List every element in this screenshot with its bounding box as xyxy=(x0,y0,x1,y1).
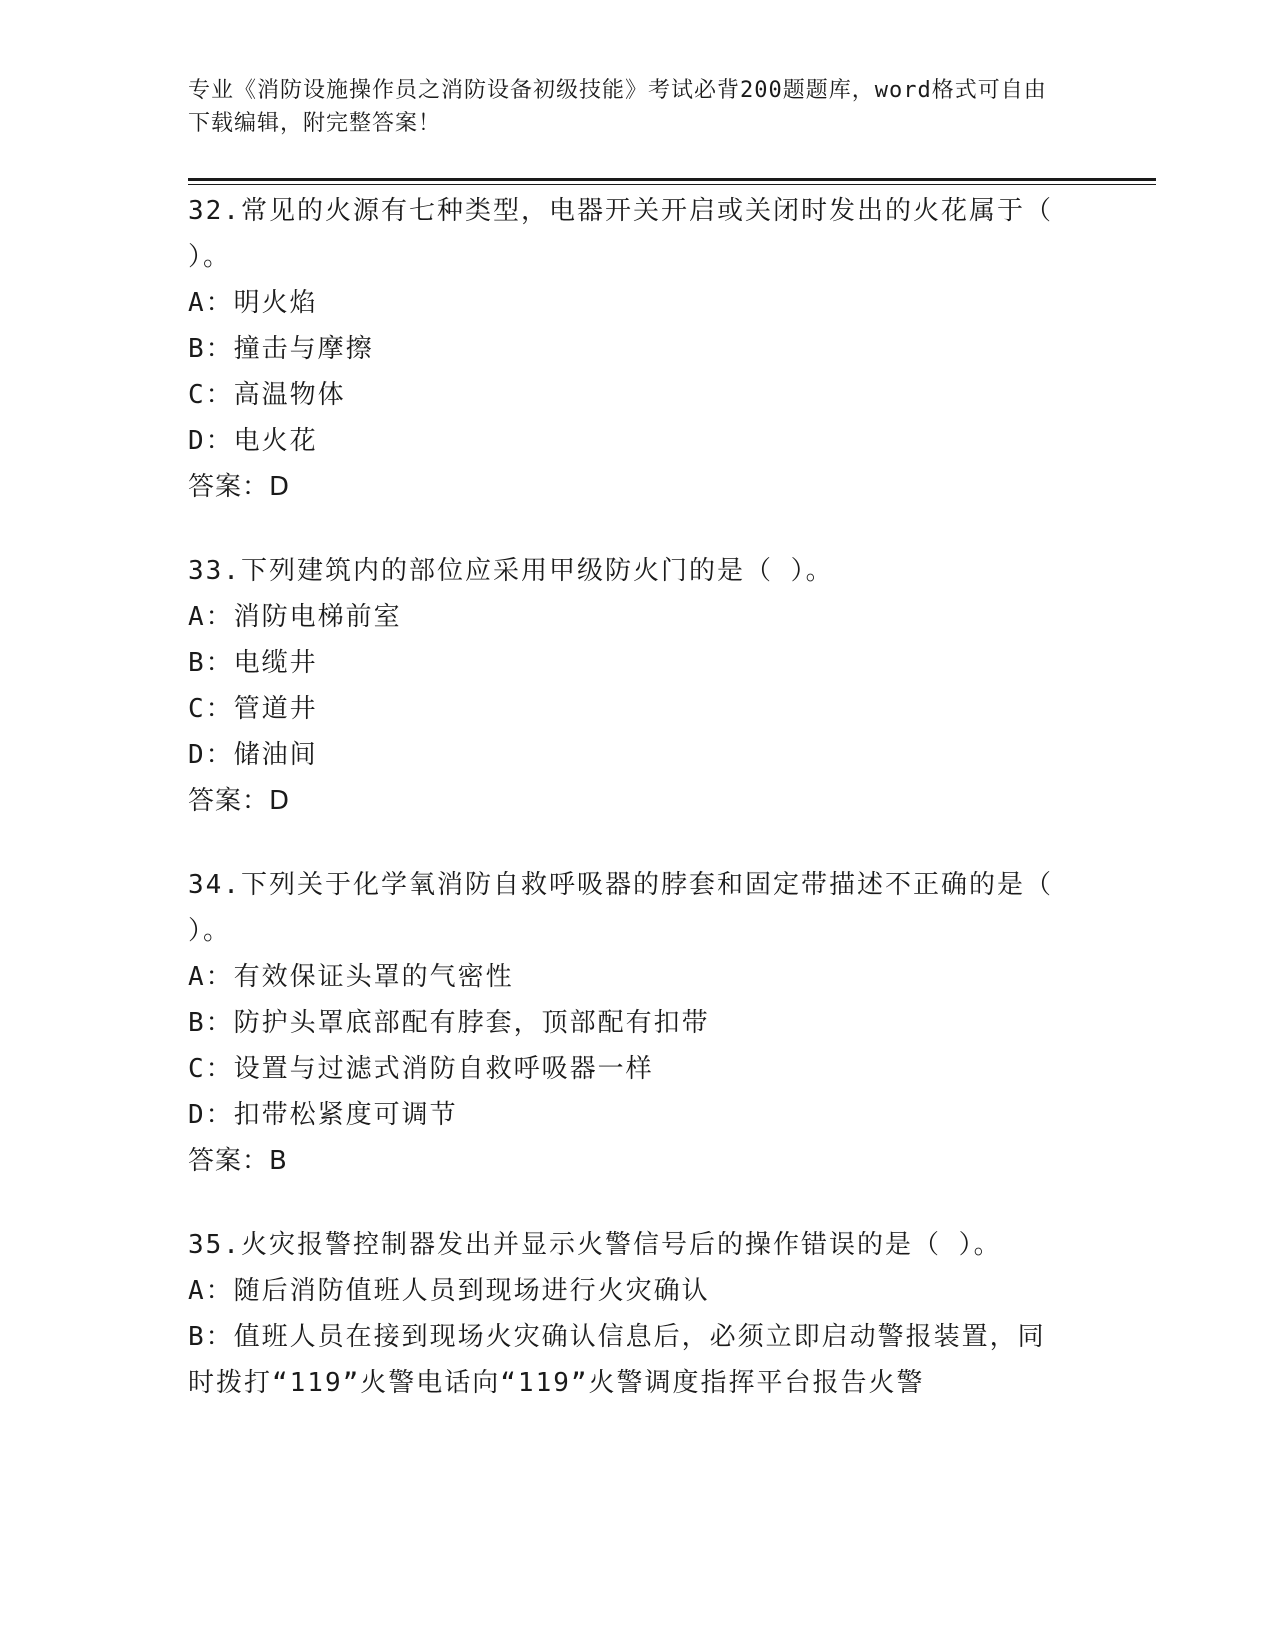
option-b: B：值班人员在接到现场火灾确认信息后，必须立即启动警报装置，同时拨打“119”火警电话向“119”火警调度指挥平台报告火警 xyxy=(188,1322,1046,1398)
option-a: A：随后消防值班人员到现场进行火灾确认 xyxy=(188,1276,710,1306)
option-b: B：撞击与摩擦 xyxy=(188,334,374,364)
header-divider-thick xyxy=(188,178,1156,181)
option-a: A：消防电梯前室 xyxy=(188,602,402,632)
question-35 xyxy=(188,1222,1068,1406)
question-stem: 32.常见的火源有七种类型，电器开关开启或关闭时发出的火花属于（ ）。 xyxy=(188,196,1053,272)
option-a: A：有效保证头罩的气密性 xyxy=(188,962,514,992)
option-b: B：电缆井 xyxy=(188,648,318,678)
option-c: C：管道井 xyxy=(188,694,318,724)
option-a: A：明火焰 xyxy=(188,288,318,318)
question-33 xyxy=(188,548,1068,824)
answer: 答案：B xyxy=(188,1146,288,1176)
answer: 答案：D xyxy=(188,472,291,502)
question-34 xyxy=(188,862,1068,1184)
question-32 xyxy=(188,188,1068,510)
option-c: C：设置与过滤式消防自救呼吸器一样 xyxy=(188,1054,654,1084)
header-divider-thin xyxy=(188,184,1156,185)
question-stem: 33.下列建筑内的部位应采用甲级防火门的是（ ）。 xyxy=(188,556,834,586)
option-c: C：高温物体 xyxy=(188,380,346,410)
question-stem: 34.下列关于化学氧消防自救呼吸器的脖套和固定带描述不正确的是（ ）。 xyxy=(188,870,1053,946)
question-stem: 35.火灾报警控制器发出并显示火警信号后的操作错误的是（ ）。 xyxy=(188,1230,1002,1260)
answer: 答案：D xyxy=(188,786,291,816)
option-d: D：储油间 xyxy=(188,740,318,770)
option-b: B：防护头罩底部配有脖套，顶部配有扣带 xyxy=(188,1008,710,1038)
document-header: 专业《消防设施操作员之消防设备初级技能》考试必背200题题库，word格式可自由下载编辑，附完整答案！ xyxy=(188,78,1047,136)
option-d: D：扣带松紧度可调节 xyxy=(188,1100,458,1130)
option-d: D：电火花 xyxy=(188,426,318,456)
